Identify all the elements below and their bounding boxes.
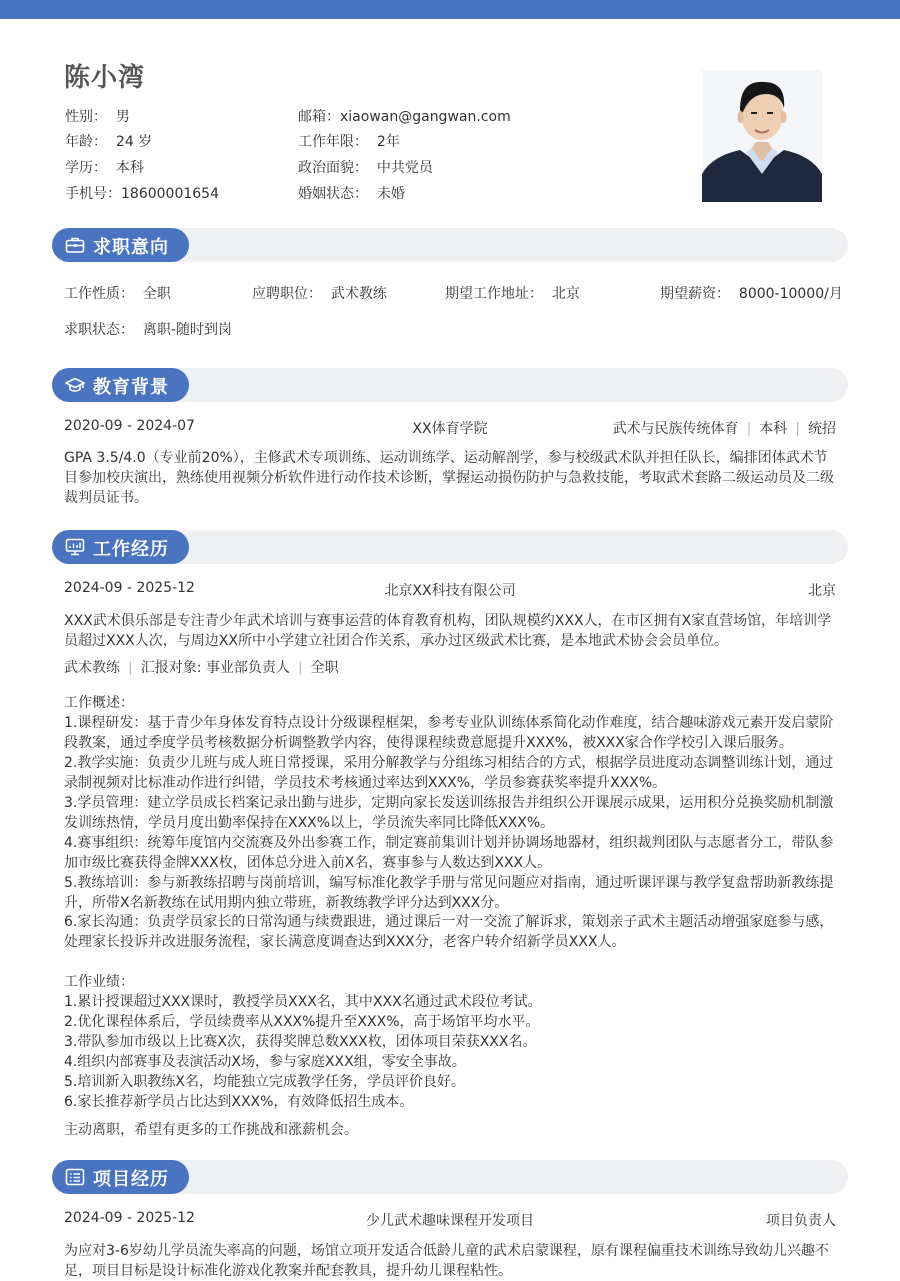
work-role-line [64,658,844,678]
info-value: 18600001654 [121,186,219,202]
achievement-item: 6.家长推荐新学员占比达到XXX%，有效降低招生成本。 [64,1094,414,1110]
presentation-board-icon [65,538,85,556]
info-label: 求职状态： [64,322,134,338]
info-label: 邮箱： [298,109,340,125]
overview-item: 1.课程研发：基于青少年身体发育特点设计分级课程框架，参考专业队训练体系简化动作难度，结合趣味游戏元素开发启蒙阶段教案，通过季度学员考核数据分析调整教学内容，使得课程续费意愿提升XXX%，被XXX家合作学校引入课后服务。 [64,715,834,751]
info-label: 学历： [65,160,107,176]
intent-location [445,283,580,303]
divider: | [297,660,303,676]
education-description: GPA 3.5/4.0（专业前20%），主修武术专项训练、运动训练学、运动解剖学，参与校级武术队并担任队长，编排团体武术节目参加校庆演出，熟练使用视频分析软件进行动作技术诊断，掌握运动损伤防护与急救技能，考取武术套路二级运动员及二级裁判员证书。 [64,450,834,506]
info-value: 北京 [551,286,580,302]
info-value: 未婚 [376,186,405,202]
info-label: 政治面貌： [298,160,368,176]
education-major: 武术与民族传统体育 [612,421,739,437]
company-description: XXX武术俱乐部是专注青少年武术培训与赛事运营的体育教育机构，团队规模约XXX人，在市区拥有X家直营场馆，年培训学员超过XXX人次，与周边XX所中小学建立社团合作关系，承办过区级武术比赛，是本地武术协会会员单位。 [64,613,832,649]
info-years [298,131,400,151]
achievement-item: 5.培训新入职教练X名，均能独立完成教学任务，学员评价良好。 [64,1074,465,1090]
divider: | [128,660,133,676]
project-description: 为应对3-6岁幼儿学员流失率高的问题，场馆立项开发适合低龄儿童的武术启蒙课程，原有课程偏重技术训练导致幼儿兴趣不足，项目目标是设计标准化游戏化教案并配套教具，提升幼儿课程粘性。 [64,1243,829,1279]
info-label: 性别： [65,109,107,125]
divider: | [746,421,752,437]
info-value: 全职 [142,286,171,302]
work-city: 北京 [808,583,836,599]
education-period: 2020-09 - 2024-07 [64,418,195,434]
education-degree: 本科 [759,421,788,437]
top-accent-bar [0,0,900,19]
info-value: 离职-随时到岗 [142,322,232,338]
work-company: 北京XX科技有限公司 [384,583,516,599]
achievement-item: 3.带队参加市级以上比赛X次，获得奖牌总数XXX枚，团体项目荣获XXX名。 [64,1034,537,1050]
intent-salary [660,283,843,303]
info-label: 期望薪资： [660,286,730,302]
info-label: 工作性质： [64,286,134,302]
section-title: 工作经历 [93,539,169,560]
graduation-cap-icon [65,376,85,394]
info-label: 工作年限： [298,134,368,150]
intent-type [64,283,171,303]
overview-item: 6.家长沟通：负责学员家长的日常沟通与续费跟进，通过课后一对一交流了解诉求，策划亲子武术主题活动增强家庭参与感，处理家长投诉并改进服务流程，家长满意度调查达到XXX分，老客户转介绍新学员XXX人。 [64,914,834,950]
section-title-pill [52,530,189,564]
project-name: 少儿武术趣味课程开发项目 [366,1213,534,1229]
project-entry-header [64,1210,836,1230]
work-job-type: 全职 [310,660,339,676]
leave-reason: 主动离职，希望有更多的工作挑战和涨薪机会。 [64,1122,358,1138]
info-phone [65,183,219,203]
list-document-icon [65,1168,85,1186]
info-value: 中共党员 [376,160,433,176]
education-entry-header [64,418,836,438]
info-political [298,157,433,177]
section-header-intent [52,228,848,262]
info-label: 婚姻状态： [298,186,368,202]
intent-position [252,283,387,303]
work-period: 2024-09 - 2025-12 [64,580,195,596]
section-title: 项目经历 [93,1169,169,1190]
person-portrait-icon [702,70,822,202]
overview-title: 工作概述： [64,695,134,711]
education-mode: 统招 [808,421,836,437]
work-entry-header [64,580,836,600]
work-role: 武术教练 [64,660,120,676]
section-header-project [52,1160,848,1194]
achievement-title: 工作业绩： [64,974,134,990]
info-value: xiaowan@gangwan.com [340,109,511,125]
info-education [65,157,144,177]
overview-item: 2.教学实施：负责少儿班与成人班日常授课，采用分解教学与分组练习相结合的方式，根据学员进度动态调整训练计划，通过录制视频对比标准动作进行纠错，学员技术考核通过率达到XXX%，学员参赛获奖率提升XXX%。 [64,755,834,791]
info-label: 应聘职位： [252,286,322,302]
overview-item: 3.学员管理：建立学员成长档案记录出勤与进步，定期向家长发送训练报告并组织公开课展示成果，运用积分兑换奖励机制激发训练热情，学员月度出勤率保持在XXX%以上，学员流失率同比降低XXX%。 [64,795,834,831]
section-title-pill [52,368,189,402]
info-gender [65,106,130,126]
education-school: XX体育学院 [412,421,488,437]
project-period: 2024-09 - 2025-12 [64,1210,195,1226]
education-details [613,418,836,438]
profile-photo [702,70,822,202]
info-marital [298,183,405,203]
section-header-work [52,530,848,564]
info-value: 男 [115,109,130,125]
info-value: 本科 [115,160,144,176]
intent-status [64,319,232,339]
info-label: 期望工作地址： [445,286,543,302]
achievement-item: 2.优化课程体系后，学员续费率从XXX%提升至XXX%，高于场馆平均水平。 [64,1014,540,1030]
info-value: 24 岁 [115,134,153,150]
info-value: 2年 [376,134,400,150]
info-value: 8000-10000/月 [738,286,843,302]
briefcase-icon [65,236,85,254]
overview-item: 4.赛事组织：统筹年度馆内交流赛及外出参赛工作，制定赛前集训计划并协调场地器材，组织裁判团队与志愿者分工，带队参加市级比赛获得金牌XXX枚，团体总分进入前X名，赛事参与人数达到XXX人。 [64,835,834,871]
section-title-pill [52,228,189,262]
work-report: 汇报对象: 事业部负责人 [140,660,290,676]
info-age [65,131,152,151]
section-title: 教育背景 [93,377,169,398]
info-value: 武术教练 [330,286,387,302]
info-label: 年龄： [65,134,107,150]
section-title-pill [52,1160,189,1194]
section-title: 求职意向 [93,237,169,258]
section-header-education [52,368,848,402]
overview-item: 5.教练培训：参与新教练招聘与岗前培训，编写标准化教学手册与常见问题应对指南，通过听课评课与教学复盘帮助新教练提升，所带X名新教练在试用期内独立带班，新教练教学评分达到XXX分。 [64,875,834,911]
info-email [298,106,511,126]
divider: | [795,421,800,437]
info-label: 手机号： [65,186,121,202]
project-role: 项目负责人 [766,1213,836,1229]
achievement-item: 1.累计授课超过XXX课时，教授学员XXX名，其中XXX名通过武术段位考试。 [64,994,542,1010]
candidate-name: 陈小湾 [64,63,146,93]
achievement-item: 4.组织内部赛事及表演活动X场，参与家庭XXX组，零安全事故。 [64,1054,466,1070]
